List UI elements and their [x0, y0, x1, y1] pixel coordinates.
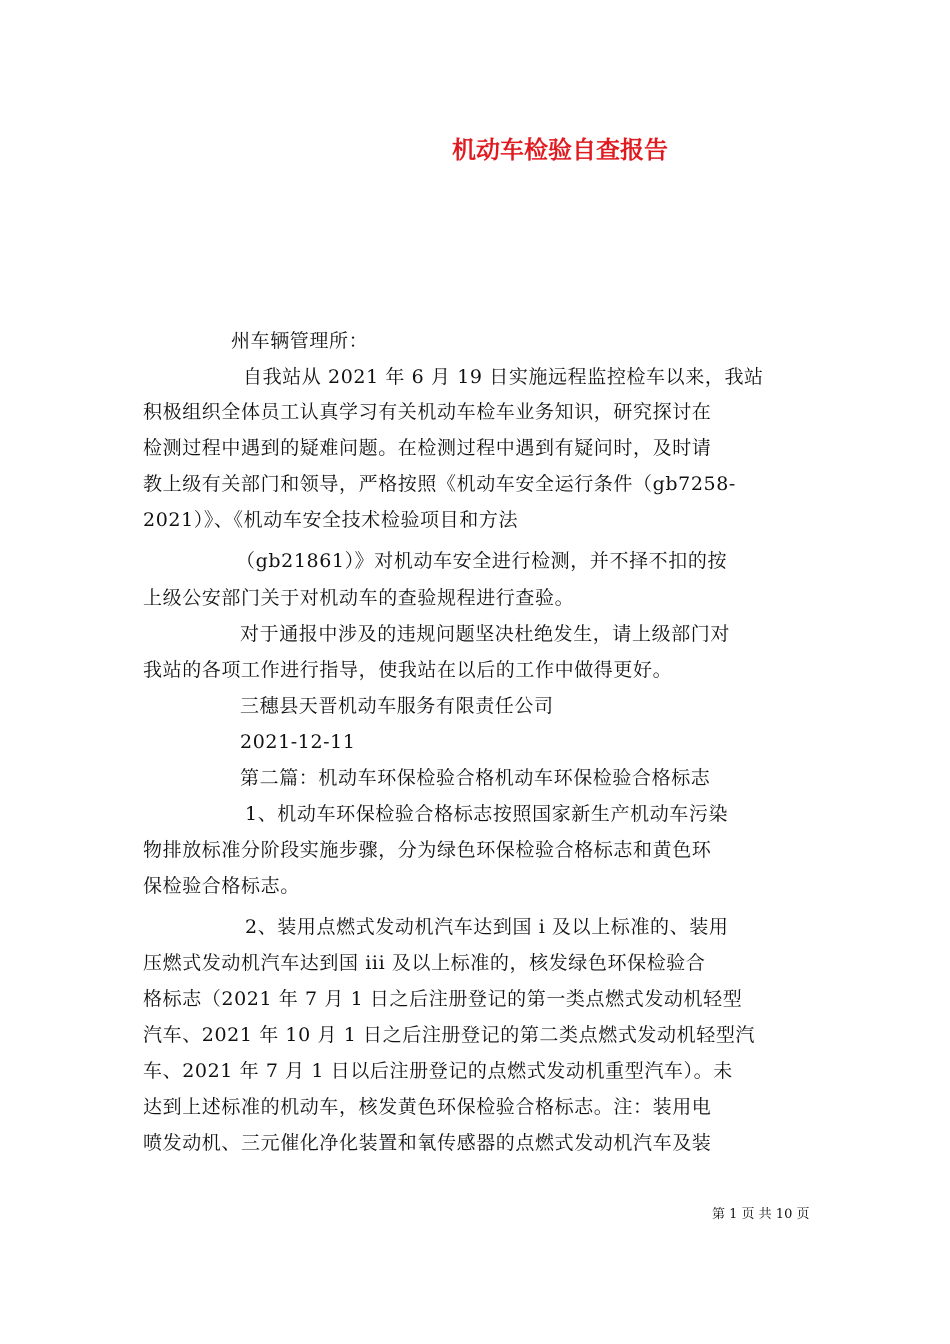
text-line: 2、装用点燃式发动机汽车达到国 i 及以上标准的、装用 [245, 916, 729, 938]
document-title: 机动车检验自查报告 [452, 136, 668, 164]
text-line: 喷发动机、三元催化净化装置和氧传感器的点燃式发动机汽车及装 [143, 1132, 712, 1154]
text-line: 2021-12-11 [240, 731, 356, 753]
text-line: 物排放标准分阶段实施步骤，分为绿色环保检验合格标志和黄色环 [143, 839, 712, 861]
text-line: 2021）》、《机动车安全技术检验项目和方法 [143, 509, 519, 531]
text-line: 保检验合格标志。 [143, 875, 300, 897]
text-line: 车、2021 年 7 月 1 日以后注册登记的点燃式发动机重型汽车）。未 [143, 1060, 733, 1082]
text-line: 州车辆管理所： [231, 330, 369, 352]
page-number: 第 1 页 共 10 页 [712, 1207, 810, 1222]
text-line: 格标志（2021 年 7 月 1 日之后注册登记的第一类点燃式发动机轻型 [143, 988, 743, 1010]
text-line: 我站的各项工作进行指导，使我站在以后的工作中做得更好。 [143, 659, 673, 681]
text-line: 教上级有关部门和领导，严格按照《机动车安全运行条件（gb7258- [143, 473, 736, 495]
text-line: 汽车、2021 年 10 月 1 日之后注册登记的第二类点燃式发动机轻型汽 [143, 1024, 756, 1046]
text-line: （gb21861）》对机动车安全进行检测，并不择不扣的按 [236, 550, 728, 572]
text-line: 1、机动车环保检验合格标志按照国家新生产机动车污染 [245, 803, 729, 825]
text-line: 对于通报中涉及的违规问题坚决杜绝发生，请上级部门对 [240, 623, 731, 645]
text-line: 三穗县天晋机动车服务有限责任公司 [240, 695, 554, 717]
text-line: 上级公安部门关于对机动车的查验规程进行查验。 [143, 587, 575, 609]
text-line: 积极组织全体员工认真学习有关机动车检车业务知识，研究探讨在 [143, 401, 712, 423]
text-line: 第二篇：机动车环保检验合格机动车环保检验合格标志 [240, 767, 711, 789]
text-line: 压燃式发动机汽车达到国 iii 及以上标准的，核发绿色环保检验合 [143, 952, 706, 974]
text-line: 自我站从 2021 年 6 月 19 日实施远程监控检车以来，我站 [243, 366, 764, 388]
text-line: 达到上述标准的机动车，核发黄色环保检验合格标志。注：装用电 [143, 1096, 712, 1118]
text-line: 检测过程中遇到的疑难问题。在检测过程中遇到有疑问时，及时请 [143, 437, 712, 459]
